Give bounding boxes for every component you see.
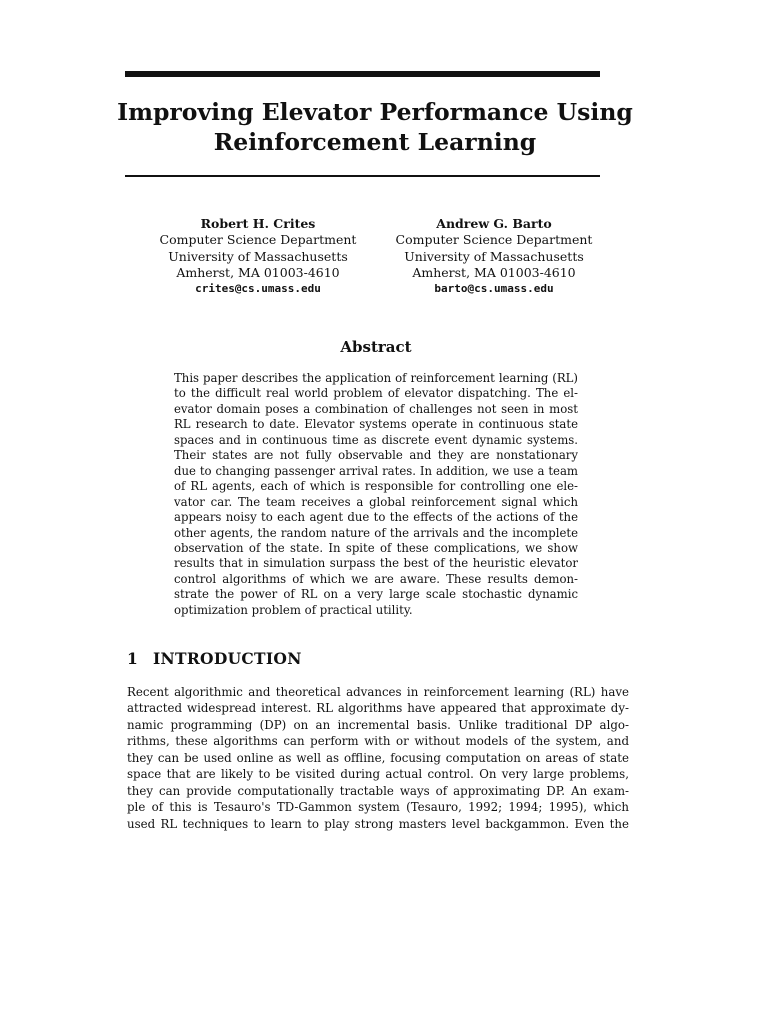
abstract-body xyxy=(174,371,578,618)
body-line: ple of this is Tesauro's TD-Gammon system (Tesauro, 1992; 1994; 1995), which xyxy=(127,800,629,815)
body-line: rithms, these algorithms can perform with or without models of the system, and xyxy=(127,734,629,749)
title-line: Improving Elevator Performance Using xyxy=(117,98,633,126)
author-email: crites@cs.umass.edu xyxy=(195,282,321,296)
abstract-line: observation of the state. In spite of these complications, we show xyxy=(174,540,578,555)
title-line: Reinforcement Learning xyxy=(213,128,537,156)
body-line: space that are likely to be visited during actual control. On very large problems, xyxy=(127,767,629,782)
abstract-line: RL research to date. Elevator systems operate in continuous state xyxy=(174,417,578,432)
author-address: Amherst, MA 01003-4610 xyxy=(412,264,576,280)
section-title: INTRODUCTION xyxy=(153,649,302,668)
abstract-line: due to changing passenger arrival rates. In addition, we use a team xyxy=(174,463,578,478)
abstract-line: optimization problem of practical utility. xyxy=(174,602,413,617)
body-line: used RL techniques to learn to play strong masters level backgammon. Even the xyxy=(127,816,629,831)
paper-title xyxy=(110,97,640,157)
author-name: Andrew G. Barto xyxy=(436,216,552,231)
top-rule xyxy=(125,71,600,77)
author-department: Computer Science Department xyxy=(159,232,357,248)
abstract-line: strate the power of RL on a very large scale stochastic dynamic xyxy=(174,587,578,602)
title-rule xyxy=(125,175,600,177)
body-line: they can be used online as well as offline, focusing computation on areas of state xyxy=(127,750,629,765)
abstract-line: Their states are not fully observable and they are nonstationary xyxy=(174,448,578,463)
abstract-line: This paper describes the application of reinforcement learning (RL) xyxy=(174,371,578,385)
section-number: 1 xyxy=(127,649,139,668)
introduction-body xyxy=(127,684,629,832)
abstract-line: to the difficult real world problem of elevator dispatching. The el- xyxy=(174,386,578,401)
abstract-line: appears noisy to each agent due to the effects of the actions of the xyxy=(174,510,578,525)
section-heading xyxy=(127,649,302,668)
author-university: University of Massachusetts xyxy=(404,248,584,264)
abstract-line: of RL agents, each of which is responsible for controlling one ele- xyxy=(174,479,578,494)
author-name: Robert H. Crites xyxy=(200,216,316,231)
author-email: barto@cs.umass.edu xyxy=(434,282,554,296)
abstract-line: spaces and in continuous time as discrete event dynamic systems. xyxy=(174,432,578,447)
abstract-line: vator car. The team receives a global reinforcement signal which xyxy=(174,494,578,509)
abstract-heading: Abstract xyxy=(340,338,412,356)
author-block xyxy=(138,216,378,297)
body-line: they can provide computationally tractable ways of approximating DP. An exam- xyxy=(127,783,629,798)
abstract-line: evator domain poses a combination of challenges not seen in most xyxy=(174,401,578,416)
author-university: University of Massachusetts xyxy=(168,248,348,264)
abstract-line: other agents, the random nature of the arrivals and the incomplete xyxy=(174,525,578,540)
body-line: attracted widespread interest. RL algorithms have appeared that approximate dy- xyxy=(127,701,629,716)
author-block xyxy=(374,216,614,297)
body-line: namic programming (DP) on an incremental basis. Unlike traditional DP algo- xyxy=(127,717,629,732)
abstract-line: results that in simulation surpass the best of the heuristic elevator xyxy=(174,556,578,571)
body-line: Recent algorithmic and theoretical advances in reinforcement learning (RL) have xyxy=(127,685,629,699)
author-department: Computer Science Department xyxy=(395,232,593,248)
abstract-line: control algorithms of which we are aware. These results demon- xyxy=(174,571,578,586)
author-address: Amherst, MA 01003-4610 xyxy=(176,264,340,280)
